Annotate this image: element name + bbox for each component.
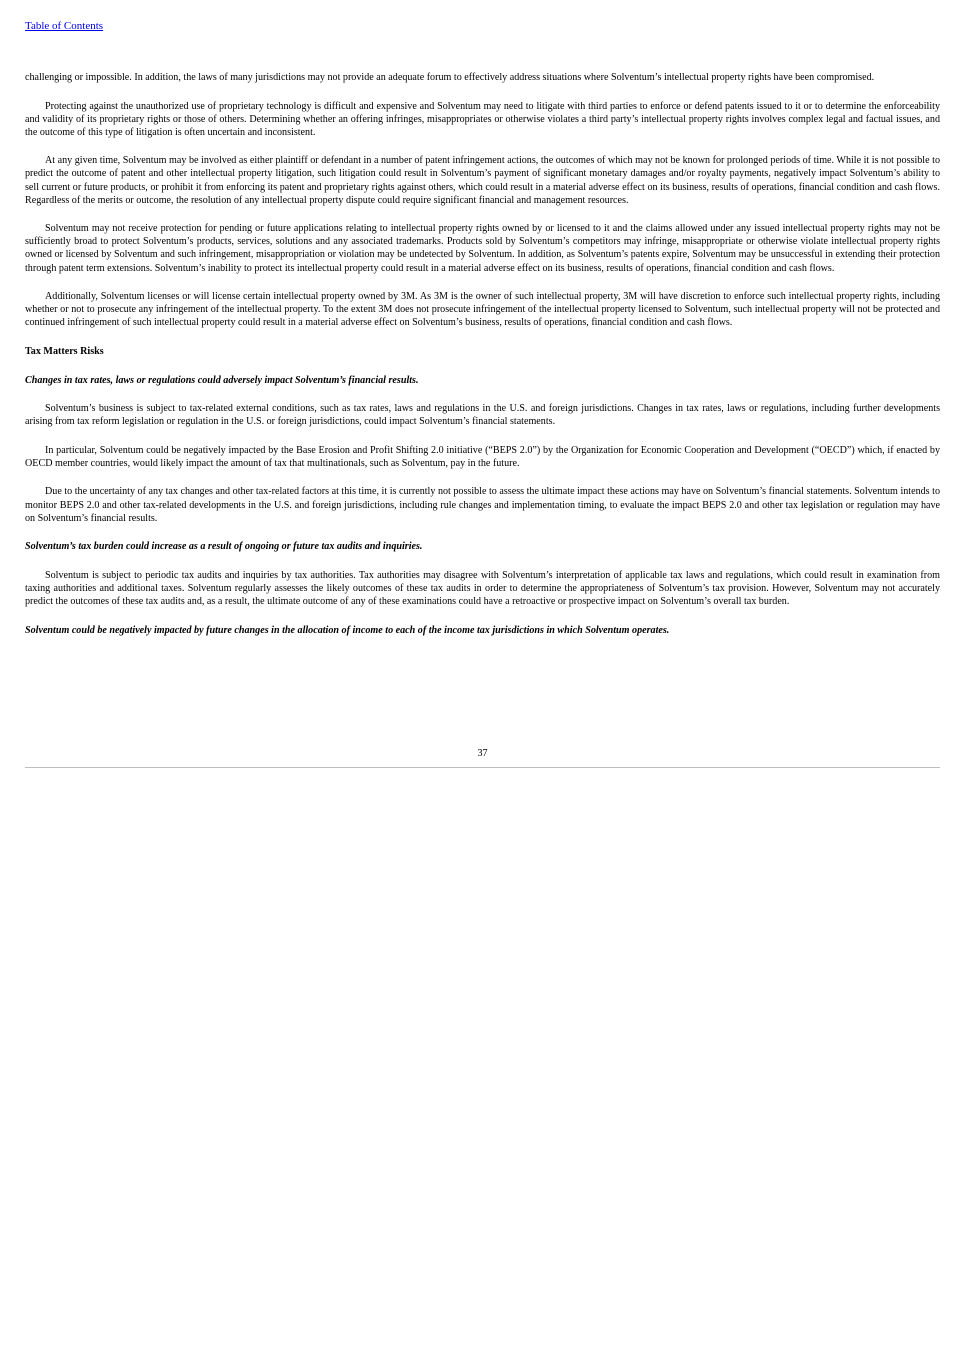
page-number: 37 — [477, 748, 488, 759]
paragraph: Additionally, Solventum licenses or will license certain intellectual property owned by 3M. As 3M is the owner of such intellectual property, 3M will have discretion to enforce such intellectual property rights, including whether or not to prosecute any infringement of the intellectual property. To the extent 3M does not prosecute infringement of the intellectual property licensed to Solventum, such intellectual property will not be protected and continued infringement of such intellectual property could result in a material adverse effect on Solventum’s business, results of operations, financial condition and cash flows. — [25, 291, 940, 329]
paragraph: Protecting against the unauthorized use of proprietary technology is difficult and expensive and Solventum may need to litigate with third parties to enforce or defend patents issued to it or to determine the enforceability and validity of its proprietary rights or those of others. Determining whether an offering infringes, misappropriates or otherwise violates a third party’s intellectual property rights involves complex legal and factual issues, and the outcome of this type of litigation is often uncertain and inconsistent. — [25, 100, 940, 138]
paragraph: At any given time, Solventum may be involved as either plaintiff or defendant in a number of patent infringement actions, the outcomes of which may not be known for prolonged periods of time. While it is not possible to predict the outcome of patent and other intellectual property litigation, such litigation could result in Solventum’s payment of significant monetary damages and/or royalty payments, negatively impact Solventum’s ability to sell current or future products, or prohibit it from enforcing its patent and proprietary rights against others, which could result in a material adverse effect on its business, results of operations, financial condition and cash flows. Regardless of the merits or outcome, the resolution of any intellectual property dispute could require significant financial and management resources. — [25, 155, 940, 206]
paragraph: Solventum may not receive protection for pending or future applications relating to intellectual property rights owned by or licensed to it and the claims allowed under any issued intellectual property rights may not be sufficiently broad to protect Solventum’s products, services, solutions and any associated trademarks. Products sold by Solventum’s competitors may infringe, misappropriate or otherwise violate intellectual property rights owned or licensed by Solventum and such infringement, misappropriation or violation may be undetected by Solventum. In addition, as Solventum’s patents expire, Solventum may be unsuccessful in extending their protection through patent term extensions. Solventum’s inability to protect its intellectual property could result in a material adverse effect on its business, results of operations, financial condition and cash flows. — [25, 223, 940, 274]
document-body — [25, 71, 940, 652]
risk-factor-heading: Solventum could be negatively impacted by future changes in the allocation of income to each of the income tax jurisdictions in which Solventum operates. — [25, 624, 670, 636]
paragraph: In particular, Solventum could be negatively impacted by the Base Erosion and Profit Shifting 2.0 initiative (“BEPS 2.0”) by the Organization for Economic Cooperation and Development (“OECD”) which, if enacted by OECD member countries, would likely impact the amount of tax that multinationals, such as Solventum, pay in the future. — [25, 444, 940, 469]
risk-factor-heading: Changes in tax rates, laws or regulations could adversely impact Solventum’s financial results. — [25, 374, 419, 386]
table-of-contents-link[interactable]: Table of Contents — [25, 20, 104, 32]
paragraph: Due to the uncertainty of any tax changes and other tax-related factors at this time, it is currently not possible to assess the ultimate impact these actions may have on Solventum’s financial statements. Solventum intends to monitor BEPS 2.0 and other tax-related developments in the U.S. and foreign jurisdictions, including rule changes and implementation timing, to evaluate the impact BEPS 2.0 and other tax legislation or regulation may have on Solventum’s financial results. — [25, 486, 940, 524]
paragraph: challenging or impossible. In addition, the laws of many jurisdictions may not provide an adequate forum to effectively address situations where Solventum’s intellectual property rights have been compromised. — [25, 72, 875, 83]
section-title: Tax Matters Risks — [25, 345, 104, 357]
risk-factor-heading: Solventum’s tax burden could increase as a result of ongoing or future tax audits and inquiries. — [25, 541, 423, 553]
page-divider — [25, 767, 940, 768]
paragraph: Solventum’s business is subject to tax-related external conditions, such as tax rates, laws and regulations in the U.S. and foreign jurisdictions. Changes in tax rates, laws or regulations, including further developments arising from tax reform legislation or regulation in the U.S. or foreign jurisdictions, could impact Solventum’s financial statements. — [25, 403, 940, 428]
paragraph: Solventum is subject to periodic tax audits and inquiries by tax authorities. Tax authorities may disagree with Solventum’s interpretation of applicable tax laws and regulations, which could result in examination from taxing authorities and additional taxes. Solventum regularly assesses the likely outcomes of these tax audits in order to determine the appropriateness of Solventum’s tax provision. However, Solventum may not accurately predict the outcomes of these tax audits and, as a result, the ultimate outcome of any of these examinations could have a retroactive or prospective impact on Solventum’s overall tax burden. — [25, 569, 940, 608]
